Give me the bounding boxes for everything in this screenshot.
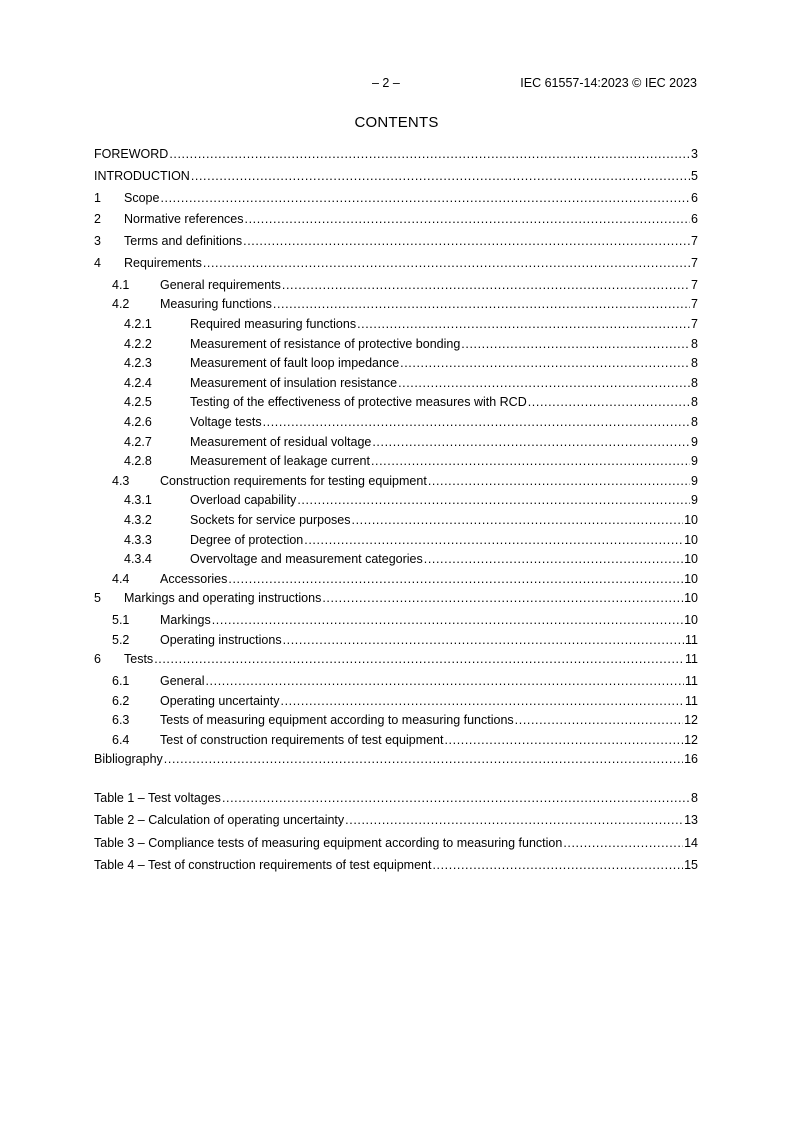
toc-entry-page: 10 <box>684 512 698 527</box>
dot-leader <box>203 255 690 271</box>
toc-entry-page: 11 <box>685 693 698 708</box>
toc-entry-number: 4.3.3 <box>124 532 152 547</box>
toc-entry-page: 11 <box>685 674 698 689</box>
toc-entry-page: 5 <box>691 168 698 183</box>
toc-entry[interactable] <box>94 168 698 190</box>
toc-entry-number: 1 <box>94 190 101 205</box>
toc-entry[interactable] <box>94 414 698 434</box>
toc-entry[interactable] <box>94 375 698 395</box>
toc-entry-page: 7 <box>691 255 698 270</box>
dot-leader <box>528 394 690 410</box>
toc-entry-page: 16 <box>684 752 698 767</box>
toc-entry-page: 11 <box>685 632 698 647</box>
dot-leader <box>428 473 690 489</box>
toc-entry-title: Construction requirements for testing equipment <box>160 473 427 488</box>
toc-entry-page: 12 <box>684 713 698 728</box>
toc-entry[interactable] <box>94 255 698 277</box>
toc-entry-number: 4.2 <box>112 297 130 312</box>
dot-leader <box>352 512 684 528</box>
toc-entry-title: Required measuring functions <box>190 316 357 331</box>
toc-entry-title: INTRODUCTION <box>94 168 190 183</box>
table-entry-page: 13 <box>684 813 698 828</box>
page-number: – 2 – <box>372 76 400 90</box>
toc-entry-number: 6.1 <box>112 674 130 689</box>
dot-leader <box>169 146 690 162</box>
table-entry-title: Table 2 – Calculation of operating uncertainty <box>94 813 345 828</box>
dot-leader <box>282 277 690 293</box>
dot-leader <box>297 492 690 508</box>
toc-entry[interactable] <box>94 612 698 632</box>
table-list-entry[interactable] <box>94 790 698 812</box>
table-list-entry[interactable] <box>94 857 698 879</box>
toc-entry[interactable] <box>94 693 698 713</box>
toc-entry-title: Terms and definitions <box>124 234 243 249</box>
dot-leader <box>212 612 683 628</box>
toc-entry-number: 6.2 <box>112 693 130 708</box>
toc-entry-title: Measurement of residual voltage <box>190 434 372 449</box>
toc-entry-number: 4.2.6 <box>124 414 152 429</box>
toc-entry-title: Operating instructions <box>160 632 282 647</box>
toc-entry-title: Normative references <box>124 212 244 227</box>
toc-entry-page: 6 <box>691 212 698 227</box>
dot-leader <box>222 790 690 806</box>
toc-entry[interactable] <box>94 453 698 473</box>
toc-entry-title: Operating uncertainty <box>160 693 280 708</box>
toc-entry-title: Bibliography <box>94 752 163 767</box>
toc-entry[interactable] <box>94 473 698 493</box>
table-list-entry[interactable] <box>94 812 698 834</box>
dot-leader <box>398 375 690 391</box>
dot-leader <box>263 414 690 430</box>
table-list-entry[interactable] <box>94 835 698 857</box>
toc-entry-page: 7 <box>691 297 698 312</box>
page-title: CONTENTS <box>354 114 439 131</box>
toc-entry-number: 4.2.1 <box>124 316 152 331</box>
toc-entry-title: Tests <box>124 652 154 667</box>
toc-entry-number: 4.2.5 <box>124 395 152 410</box>
dot-leader <box>563 835 683 851</box>
toc-entry-title: Measurement of resistance of protective bonding <box>190 336 461 351</box>
toc-entry[interactable] <box>94 355 698 375</box>
toc-entry-page: 7 <box>691 316 698 331</box>
table-entry-page: 14 <box>684 835 698 850</box>
table-entry-title: Table 1 – Test voltages <box>94 791 221 805</box>
toc-entry-number: 4.3.2 <box>124 512 152 527</box>
toc-entry-number: 4.3 <box>112 473 130 488</box>
toc-entry-page: 10 <box>684 552 698 567</box>
table-entry-page: 15 <box>684 857 698 872</box>
dot-leader <box>245 211 691 227</box>
toc-entry-title: Markings and operating instructions <box>124 591 322 606</box>
toc-entry-number: 5.1 <box>112 613 130 628</box>
dot-leader <box>160 190 690 206</box>
toc-entry-number: 6 <box>94 652 101 667</box>
toc-entry-number: 4.2.3 <box>124 356 152 371</box>
page-header <box>0 76 793 92</box>
toc-entry[interactable] <box>94 233 698 255</box>
toc-entry-number: 4.2.4 <box>124 375 152 390</box>
toc-entry-title: General <box>160 674 205 689</box>
dot-leader <box>164 751 683 767</box>
standard-reference: IEC 61557-14:2023 © IEC 2023 <box>520 76 697 90</box>
toc-entry-title: Measurement of insulation resistance <box>190 375 398 390</box>
toc-entry-title: FOREWORD <box>94 147 169 161</box>
toc-entry-page: 9 <box>691 454 698 469</box>
toc-entry-page: 9 <box>691 434 698 449</box>
toc-entry-title: Accessories <box>160 571 228 586</box>
toc-entry-page: 10 <box>684 591 698 606</box>
toc-entry[interactable] <box>94 732 698 752</box>
toc-entry[interactable] <box>94 512 698 532</box>
toc-entry-number: 4.3.4 <box>124 552 152 567</box>
toc-entry[interactable] <box>94 296 698 316</box>
table-entry-title: Table 3 – Compliance tests of measuring equipment according to measuring function <box>94 835 563 850</box>
dot-leader <box>345 812 683 828</box>
dot-leader <box>461 336 690 352</box>
dot-leader <box>424 551 683 567</box>
toc-entry-number: 4 <box>94 255 101 270</box>
dot-leader <box>205 673 684 689</box>
toc-entry-page: 7 <box>691 234 698 249</box>
dot-leader <box>432 857 683 873</box>
table-entry-page: 8 <box>691 791 698 805</box>
dot-leader <box>281 693 685 709</box>
dot-leader <box>228 571 683 587</box>
toc-entry-page: 8 <box>691 375 698 390</box>
toc-entry[interactable] <box>94 190 698 212</box>
dot-leader <box>371 453 690 469</box>
dot-leader <box>283 632 684 648</box>
list-of-tables <box>94 790 698 879</box>
dot-leader <box>154 651 684 667</box>
toc-entry-title: Measurement of leakage current <box>190 454 370 469</box>
toc-entry-number: 4.1 <box>112 277 130 292</box>
dot-leader <box>357 316 690 332</box>
table-of-contents <box>94 146 698 773</box>
toc-entry-title: General requirements <box>160 277 281 292</box>
table-entry-title: Table 4 – Test of construction requirements of test equipment <box>94 857 432 872</box>
toc-entry-number: 4.2.2 <box>124 336 152 351</box>
toc-entry[interactable] <box>94 673 698 693</box>
toc-entry[interactable] <box>94 651 698 673</box>
toc-entry-title: Overvoltage and measurement categories <box>190 552 423 567</box>
toc-entry[interactable] <box>94 492 698 512</box>
toc-entry-page: 9 <box>691 493 698 508</box>
toc-entry[interactable] <box>94 751 698 773</box>
toc-entry-title: Test of construction requirements of test equipment <box>160 732 444 747</box>
dot-leader <box>243 233 690 249</box>
dot-leader <box>304 532 683 548</box>
toc-entry[interactable] <box>94 211 698 233</box>
toc-entry-page: 10 <box>684 613 698 628</box>
toc-entry-page: 8 <box>691 356 698 371</box>
toc-entry-number: 2 <box>94 212 101 227</box>
toc-entry-title: Scope <box>124 190 160 205</box>
toc-entry[interactable] <box>94 394 698 414</box>
toc-entry-number: 4.4 <box>112 571 130 586</box>
toc-entry-title: Markings <box>160 613 211 628</box>
toc-entry-page: 9 <box>691 473 698 488</box>
toc-entry[interactable] <box>94 146 698 168</box>
toc-entry-number: 4.2.8 <box>124 454 152 469</box>
toc-entry-number: 5.2 <box>112 632 130 647</box>
toc-entry[interactable] <box>94 316 698 336</box>
toc-entry[interactable] <box>94 632 698 652</box>
dot-leader <box>322 590 683 606</box>
toc-entry-title: Requirements <box>124 255 202 270</box>
toc-entry-number: 4.2.7 <box>124 434 152 449</box>
toc-entry-number: 4.3.1 <box>124 493 152 508</box>
toc-entry-title: Measuring functions <box>160 297 272 312</box>
toc-entry-page: 11 <box>685 652 698 667</box>
toc-entry[interactable] <box>94 532 698 552</box>
toc-entry-title: Degree of protection <box>190 532 304 547</box>
toc-entry-title: Testing of the effectiveness of protective measures with RCD <box>190 395 527 410</box>
dot-leader <box>191 168 690 184</box>
dot-leader <box>444 732 683 748</box>
toc-entry-page: 3 <box>691 147 698 161</box>
toc-entry-page: 10 <box>684 571 698 586</box>
toc-entry-number: 3 <box>94 234 101 249</box>
toc-entry-page: 7 <box>691 277 698 292</box>
toc-entry-title: Overload capability <box>190 493 297 508</box>
toc-entry-page: 6 <box>691 190 698 205</box>
dot-leader <box>515 712 683 728</box>
toc-entry[interactable] <box>94 336 698 356</box>
toc-entry[interactable] <box>94 571 698 591</box>
dot-leader <box>400 355 690 371</box>
toc-entry-page: 8 <box>691 414 698 429</box>
toc-entry-number: 5 <box>94 591 101 606</box>
toc-entry[interactable] <box>94 551 698 571</box>
toc-entry-page: 8 <box>691 336 698 351</box>
toc-entry[interactable] <box>94 590 698 612</box>
dot-leader <box>372 434 690 450</box>
toc-entry[interactable] <box>94 277 698 297</box>
toc-entry-number: 6.4 <box>112 732 130 747</box>
toc-entry-number: 6.3 <box>112 713 130 728</box>
toc-entry-page: 8 <box>691 395 698 410</box>
toc-entry[interactable] <box>94 712 698 732</box>
toc-entry[interactable] <box>94 434 698 454</box>
toc-entry-title: Sockets for service purposes <box>190 512 351 527</box>
toc-entry-title: Measurement of fault loop impedance <box>190 356 400 371</box>
toc-entry-page: 12 <box>684 732 698 747</box>
dot-leader <box>273 296 690 312</box>
toc-entry-page: 10 <box>684 532 698 547</box>
toc-entry-title: Tests of measuring equipment according to measuring functions <box>160 713 514 728</box>
toc-entry-title: Voltage tests <box>190 414 262 429</box>
